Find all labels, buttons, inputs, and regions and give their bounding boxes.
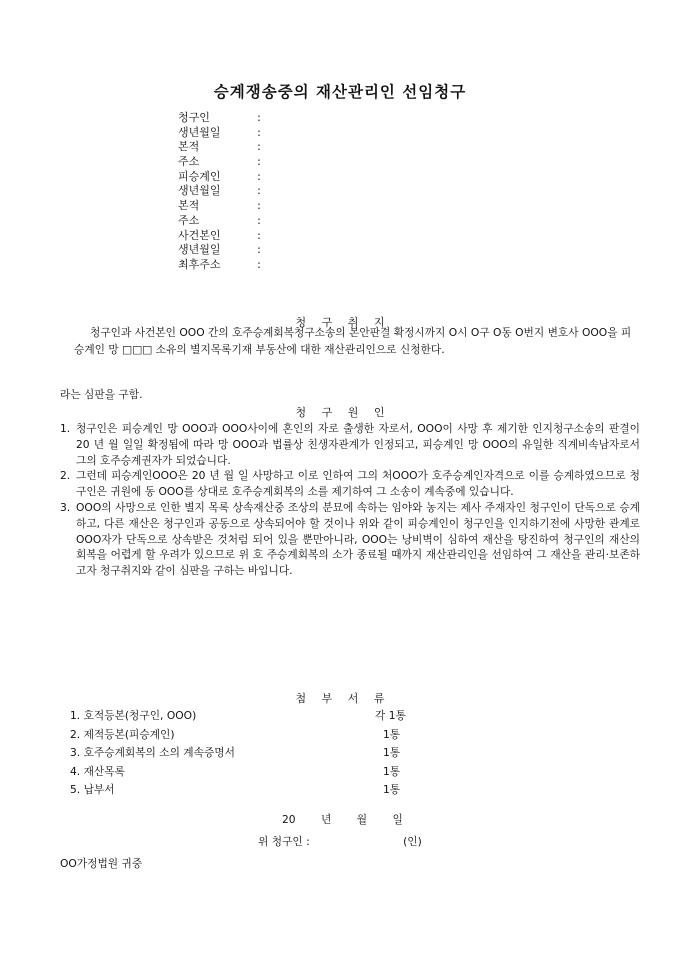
party-label: 주소: [178, 213, 200, 227]
party-colon: :: [257, 199, 261, 213]
date-year-prefix: 20: [282, 813, 296, 826]
attachment-qty: 1통: [383, 746, 401, 759]
filing-date: [282, 812, 403, 827]
party-label: 주소: [178, 155, 200, 169]
attachment-name: 1. 호적등본(청구인, OOO): [70, 709, 197, 722]
party-info-block: [178, 111, 264, 273]
signature-seal: (인): [403, 835, 422, 848]
reasons-heading: 청 구 원 인: [295, 406, 385, 419]
party-label: 본적: [178, 199, 200, 213]
reason-number: 2.: [60, 469, 71, 483]
party-colon: :: [257, 111, 261, 124]
signature-label: 위 청구인 :: [258, 835, 310, 848]
party-row: [178, 229, 264, 244]
purpose-heading: 청 구 취 지: [295, 316, 385, 329]
attachment-name: 2. 제적등본(피승계인): [70, 727, 175, 741]
purpose-text: 청구인과 사건본인 OOO 간의 호주승계회복청구소송의 본안판결 확정시까지 O시 O구 O동 O번지 변호사 OOO을 피승계인 망 □□□ 소유의 별지목록기재 부동산에 대한 재산관리인으로 신청한다.: [74, 326, 632, 356]
date-month-label: 월: [356, 813, 368, 826]
party-label: 피승계인: [178, 169, 221, 183]
party-colon: :: [257, 213, 261, 227]
party-row: [178, 126, 264, 141]
attachment-qty: 1통: [383, 783, 401, 796]
party-label: 생년월일: [178, 184, 221, 198]
party-row: [178, 155, 264, 170]
reason-item: [60, 468, 640, 500]
party-label: 본적: [178, 140, 200, 154]
purpose-closing: 라는 심판을 구함.: [60, 388, 143, 401]
party-row: [178, 111, 264, 126]
party-row: [178, 184, 264, 199]
party-label: 생년월일: [178, 243, 221, 257]
date-day-label: 일: [392, 813, 403, 826]
party-label: 최후주소: [178, 257, 221, 271]
court-addressee: OO가정법원 귀중: [60, 857, 143, 870]
signature-line: [258, 834, 422, 849]
party-colon: :: [257, 184, 261, 198]
attachment-qty: 1통: [383, 727, 401, 741]
reason-item: [60, 500, 640, 579]
attachment-qty: 각 1통: [375, 709, 406, 722]
attachment-name: 3. 호주승계회복의 소의 계속증명서: [70, 746, 235, 759]
reason-text: 그런데 피승계인OOO은 20 년 월 일 사망하고 이로 인하여 그의 처OOO가 호주승계인자격으로 이를 승계하였으므로 청구인은 귀원에 동 OOO를 상대로 호주승계회복의 소를 제기하여 그 소송이 계속중에 있습니다.: [76, 469, 640, 499]
party-colon: :: [257, 140, 261, 154]
reason-text: OOO의 사망으로 인한 별지 목록 상속재산중 조상의 분묘에 속하는 임야와 농지는 제사 주재자인 청구인이 단독으로 승계하고, 다른 재산은 청구인과 공동으로 상속되어야 할 것이나 위와 같이 피승계인이 청구인을 인지하기전에 사망한 관계로 OOO자가 단독으로 상속받은 것처럼 되어 있을 뿐만아니라, OOO는 낭비벽이 심하여 재산을 탕진하여 청구인의 재산의 회복을 어렵게 할 우려가 있으므로 위 호 주승계회복의 소가 종료될 때까지 재산관리인을 선임하여 그 재산을 관리·보존하고자 청구취지와 같이 심판을 구하는 바입니다.: [76, 500, 640, 578]
document-title: 승계쟁송중의 재산관리인 선임청구: [213, 83, 467, 101]
reason-item: [60, 421, 640, 468]
party-colon: :: [257, 155, 261, 169]
party-label: 생년월일: [178, 125, 221, 139]
reason-text: 청구인은 피승계인 망 OOO과 OOO사이에 혼인의 자로 출생한 자로서, OOO이 사망 후 제기한 인지청구소송의 판결이 20 년 월 일일 확정됨에 따라 망 OOO과 법률상 친생자관계가 인정되고, 피승계인 망 OOO의 유일한 직계비속남자로서 그의 호주승계권자가 되었습니다.: [76, 422, 640, 467]
attachment-name: 5. 납부서: [70, 783, 115, 796]
date-year-label: 년: [321, 813, 332, 826]
reason-number: 1.: [60, 422, 71, 435]
party-row: [178, 140, 264, 155]
party-row: [178, 214, 264, 229]
attachments-heading: 첨 부 서 류: [295, 692, 385, 705]
party-colon: :: [257, 228, 261, 242]
reason-number: 3.: [60, 500, 71, 514]
party-colon: :: [257, 169, 261, 183]
reasons-list: [60, 421, 640, 579]
party-label: 사건본인: [178, 228, 221, 242]
party-label: 청구인: [178, 111, 210, 124]
attachment-name: 4. 재산목록: [70, 764, 125, 778]
attachment-qty: 1통: [383, 764, 401, 778]
party-colon: :: [257, 125, 261, 139]
party-row: [178, 258, 264, 273]
party-colon: :: [257, 257, 261, 271]
party-row: [178, 243, 264, 258]
party-row: [178, 170, 264, 185]
party-colon: :: [257, 243, 261, 257]
party-row: [178, 199, 264, 214]
purpose-paragraph: [74, 324, 634, 358]
